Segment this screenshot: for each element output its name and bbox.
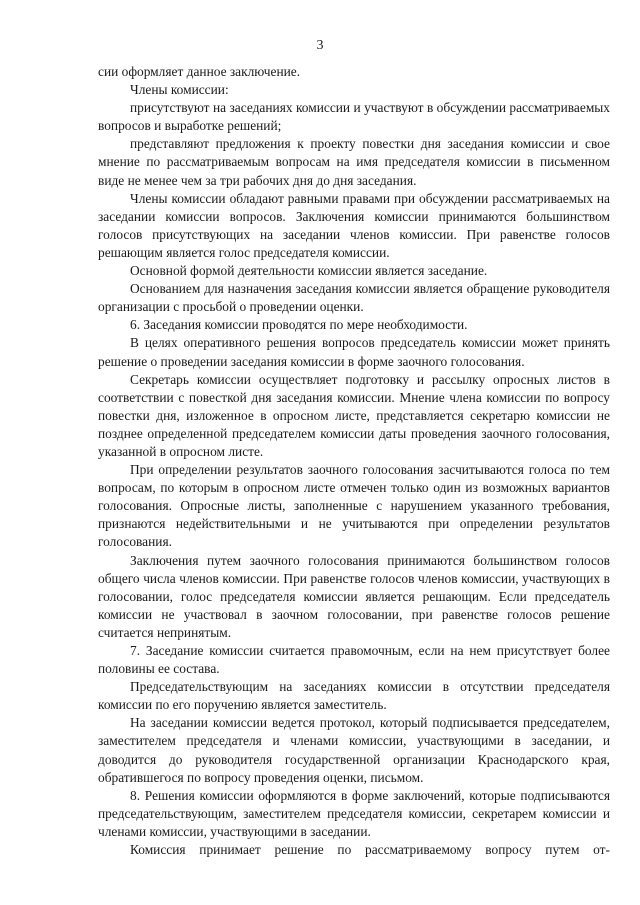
paragraph-members-propose: представляют предложения к проекту повестки дня заседания комиссии и свое мнение по рассматриваемым вопросам на имя председателя комиссии в письменном виде не менее чем за три рабочих дня до дня заседания. bbox=[98, 136, 610, 188]
paragraph-deputy: Председательствующим на заседаниях комиссии в отсутствии председателя комиссии по его поручению является заместитель. bbox=[98, 679, 610, 713]
paragraph-item-6: 6. Заседания комиссии проводятся по мере необходимости. bbox=[130, 317, 468, 333]
paragraph-absentee-conclusions: Заключения путем заочного голосования принимаются большинством голосов общего числа членов комиссии. При равенстве голосов членов комиссии, участвующих в голосовании, голос председателя комиссии является решающим. Если председатель комиссии не участвовал в заочном голосовании, при равенстве голосов решение считается непринятым. bbox=[98, 552, 610, 640]
paragraph-protocol: На заседании комиссии ведется протокол, который подписывается председателем, заместителем председателя и членами комиссии, участвующими в заседании, и доводится до руководителя государственной организации Краснодарского края, обратившегося по вопросу проведения оценки, письмом. bbox=[98, 715, 610, 785]
paragraph-absentee-decision: В целях оперативного решения вопросов председатель комиссии может принять решение о проведении заседания комиссии в форме заочного голосования. bbox=[98, 335, 610, 369]
paragraph-item-7: 7. Заседание комиссии считается правомочным, если на нем присутствует более половины ее состава. bbox=[98, 643, 610, 677]
paragraph-item-8: 8. Решения комиссии оформляются в форме заключений, которые подписываются председательствующим, заместителем председателя комиссии, секретарем комиссии и членами комиссии, участвующими в заседании. bbox=[98, 787, 610, 839]
paragraph-members-attend: присутствуют на заседаниях комиссии и участвуют в обсуждении рассматриваемых вопросов и выработке решений; bbox=[98, 100, 610, 134]
paragraph-final: Комиссия принимает решение по рассматриваемому вопросу путем от- bbox=[130, 842, 610, 858]
paragraph-vote-count: При определении результатов заочного голосования засчитываются голоса по тем вопросам, по которым в опросном листе отмечен только один из возможных вариантов голосования. Опросные листы, заполненные с нарушением указанного требования, признаются недействительными и не учитываются при определении результатов голосования. bbox=[98, 462, 610, 550]
paragraph-main-form: Основной формой деятельности комиссии является заседание. bbox=[130, 263, 488, 279]
paragraph-members-heading: Члены комиссии: bbox=[130, 82, 229, 98]
paragraph-continuation: сии оформляет данное заключение. bbox=[98, 64, 301, 79]
paragraph-secretary: Секретарь комиссии осуществляет подготовку и рассылку опросных листов в соответствии с повесткой дня заседания комиссии. Мнение члена комиссии по вопросу повестки дня, изложенное в опросном листе, представляется секретарю комиссии не позднее определенной председателем комиссии даты проведения заочного голосования, указанной в опросном листе. bbox=[98, 371, 610, 459]
paragraph-equal-rights: Члены комиссии обладают равными правами при обсуждении рассматриваемых на заседании комиссии вопросов. Заключения комиссии принимаются большинством голосов присутствующих на заседании членов комиссии. При равенстве голосов решающим является голос председателя комиссии. bbox=[98, 190, 610, 260]
paragraph-grounds: Основанием для назначения заседания комиссии является обращение руководителя организации с просьбой о проведении оценки. bbox=[98, 281, 610, 315]
page-number: 3 bbox=[316, 38, 324, 53]
document-body bbox=[98, 63, 610, 859]
